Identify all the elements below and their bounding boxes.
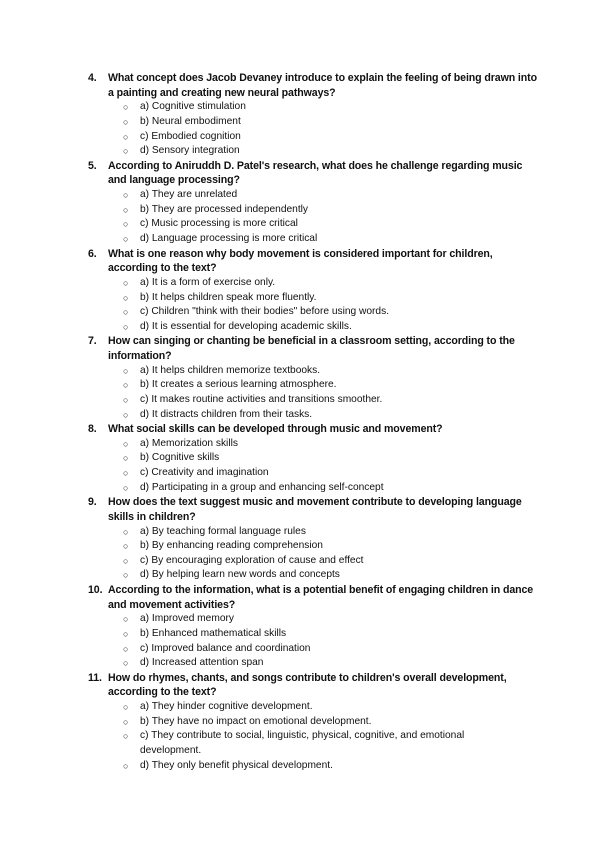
answer-option-text: d) Sensory integration <box>140 145 240 157</box>
answer-option <box>123 627 538 642</box>
answer-options <box>88 188 538 246</box>
answer-option-text: a) It is a form of exercise only. <box>140 276 276 288</box>
hollow-circle-bullet-icon: ○ <box>123 468 129 479</box>
answer-option-text: a) Improved memory <box>140 613 234 625</box>
answer-option <box>123 554 538 569</box>
answer-option <box>123 130 538 145</box>
question-text: What is one reason why body movement is considered important for children, according to the text? <box>108 247 493 275</box>
answer-option <box>123 276 538 291</box>
answer-option <box>123 378 538 393</box>
answer-option-text: d) By helping learn new words and concepts <box>140 569 340 581</box>
answer-option <box>123 305 538 320</box>
answer-option-text: b) It helps children speak more fluently. <box>140 291 317 303</box>
question-heading <box>88 495 538 524</box>
question-text: According to Aniruddh D. Patel's research, what does he challenge regarding music and language processing? <box>108 159 523 187</box>
question-11 <box>88 671 538 773</box>
answer-option <box>123 320 538 335</box>
answer-option <box>123 393 538 408</box>
question-text: What concept does Jacob Devaney introduce to explain the feeling of being drawn into a painting and creating new neural pathways? <box>108 72 537 99</box>
question-4 <box>88 71 538 159</box>
hollow-circle-bullet-icon: ○ <box>123 409 129 420</box>
question-text: How does the text suggest music and movement contribute to developing language skills in children? <box>108 496 522 523</box>
question-number: 7. <box>88 335 97 348</box>
answer-option <box>123 408 538 423</box>
answer-option <box>123 466 538 481</box>
hollow-circle-bullet-icon: ○ <box>123 453 129 464</box>
answer-option <box>123 568 538 583</box>
hollow-circle-bullet-icon: ○ <box>123 292 129 303</box>
answer-options <box>88 437 538 495</box>
hollow-circle-bullet-icon: ○ <box>123 146 129 157</box>
answer-option <box>123 144 538 159</box>
hollow-circle-bullet-icon: ○ <box>123 614 129 625</box>
answer-option-text: d) They only benefit physical development. <box>140 759 333 771</box>
answer-option-text: b) Cognitive skills <box>140 452 220 464</box>
hollow-circle-bullet-icon: ○ <box>123 628 129 639</box>
answer-option-text: b) Enhanced mathematical skills <box>140 627 287 639</box>
answer-option-text: c) It makes routine activities and transitions smoother. <box>140 393 383 405</box>
question-heading <box>88 583 538 612</box>
question-number: 9. <box>88 496 97 509</box>
hollow-circle-bullet-icon: ○ <box>123 233 129 244</box>
answer-option-text: c) Improved balance and coordination <box>140 642 311 654</box>
answer-option <box>123 203 538 218</box>
question-text: What social skills can be developed through music and movement? <box>108 423 443 436</box>
answer-option <box>123 481 538 496</box>
answer-option-text: b) They have no impact on emotional development. <box>140 715 372 727</box>
hollow-circle-bullet-icon: ○ <box>123 321 129 332</box>
question-number: 11. <box>88 671 102 684</box>
answer-option <box>123 612 538 627</box>
hollow-circle-bullet-icon: ○ <box>123 365 129 376</box>
question-list <box>88 71 538 773</box>
hollow-circle-bullet-icon: ○ <box>123 526 129 537</box>
answer-option-text: a) By teaching formal language rules <box>140 525 306 537</box>
answer-option-text: a) It helps children memorize textbooks. <box>140 364 321 376</box>
answer-option-text: a) Cognitive stimulation <box>140 101 246 113</box>
answer-option <box>123 539 538 554</box>
answer-option-text: a) They are unrelated <box>140 189 238 201</box>
question-7 <box>88 334 538 422</box>
answer-option-text: c) They contribute to social, linguistic, physical, cognitive, and emotional development. <box>140 730 465 756</box>
answer-option <box>123 451 538 466</box>
answer-option <box>123 364 538 379</box>
answer-option-text: b) Neural embodiment <box>140 116 241 127</box>
answer-option <box>123 642 538 657</box>
hollow-circle-bullet-icon: ○ <box>123 702 129 713</box>
answer-option <box>123 188 538 203</box>
question-text: According to the information, what is a potential benefit of engaging children in dance and movement activities? <box>108 583 534 611</box>
question-heading <box>88 422 538 437</box>
answer-options <box>88 364 538 422</box>
answer-options <box>88 700 538 773</box>
question-9 <box>88 495 538 583</box>
hollow-circle-bullet-icon: ○ <box>123 541 129 552</box>
answer-option-text: d) Participating in a group and enhancing self-concept <box>140 481 384 493</box>
hollow-circle-bullet-icon: ○ <box>123 716 129 727</box>
hollow-circle-bullet-icon: ○ <box>123 394 129 405</box>
hollow-circle-bullet-icon: ○ <box>123 102 129 113</box>
answer-option-text: b) They are processed independently <box>140 203 309 215</box>
answer-option <box>123 232 538 247</box>
hollow-circle-bullet-icon: ○ <box>123 438 129 449</box>
answer-option <box>123 437 538 452</box>
hollow-circle-bullet-icon: ○ <box>123 555 129 566</box>
answer-options <box>88 100 538 158</box>
hollow-circle-bullet-icon: ○ <box>123 658 129 669</box>
answer-options <box>88 525 538 583</box>
answer-option <box>123 715 538 730</box>
question-heading <box>88 159 538 188</box>
answer-option-text: c) Music processing is more critical <box>140 218 298 230</box>
question-number: 8. <box>88 423 97 436</box>
question-text: How can singing or chanting be beneficial in a classroom setting, according to the information? <box>108 335 515 363</box>
question-6 <box>88 247 538 335</box>
answer-options <box>88 612 538 670</box>
answer-options <box>88 276 538 334</box>
question-heading <box>88 247 538 276</box>
answer-option-text: c) Embodied cognition <box>140 130 241 142</box>
question-number: 10. <box>88 583 103 596</box>
answer-option-text: d) It distracts children from their tasks. <box>140 408 313 420</box>
question-10 <box>88 583 538 671</box>
hollow-circle-bullet-icon: ○ <box>123 380 129 391</box>
answer-option <box>123 700 538 715</box>
question-5 <box>88 159 538 247</box>
answer-option-text: d) Language processing is more critical <box>140 232 318 244</box>
answer-option-text: b) It creates a serious learning atmosphere. <box>140 379 337 391</box>
answer-option-text: c) Creativity and imagination <box>140 467 269 479</box>
question-8 <box>88 422 538 495</box>
answer-option <box>123 217 538 232</box>
question-number: 5. <box>88 159 97 172</box>
answer-option <box>123 525 538 540</box>
question-heading <box>88 71 538 100</box>
question-number: 4. <box>88 72 97 84</box>
answer-option <box>123 100 538 115</box>
answer-option-text: c) Children "think with their bodies" before using words. <box>140 306 390 318</box>
answer-option <box>123 291 538 306</box>
answer-option <box>123 759 538 774</box>
answer-option-text: a) Memorization skills <box>140 437 238 449</box>
hollow-circle-bullet-icon: ○ <box>123 277 129 288</box>
question-text: How do rhymes, chants, and songs contribute to children's overall development, according to the text? <box>108 671 507 699</box>
question-heading <box>88 671 538 700</box>
answer-option-text: b) By enhancing reading comprehension <box>140 540 323 552</box>
answer-option-text: c) By encouraging exploration of cause and effect <box>140 554 364 566</box>
hollow-circle-bullet-icon: ○ <box>123 482 129 493</box>
hollow-circle-bullet-icon: ○ <box>123 731 129 742</box>
answer-option-text: d) It is essential for developing academic skills. <box>140 320 352 332</box>
hollow-circle-bullet-icon: ○ <box>123 204 129 215</box>
answer-option-text: a) They hinder cognitive development. <box>140 701 313 713</box>
answer-option-text: d) Increased attention span <box>140 657 264 669</box>
hollow-circle-bullet-icon: ○ <box>123 570 129 581</box>
hollow-circle-bullet-icon: ○ <box>123 190 129 201</box>
question-heading <box>88 334 538 363</box>
answer-option <box>123 729 538 758</box>
hollow-circle-bullet-icon: ○ <box>123 219 129 230</box>
hollow-circle-bullet-icon: ○ <box>123 760 129 771</box>
answer-option <box>123 656 538 671</box>
hollow-circle-bullet-icon: ○ <box>123 643 129 654</box>
hollow-circle-bullet-icon: ○ <box>123 131 129 142</box>
hollow-circle-bullet-icon: ○ <box>123 117 129 127</box>
hollow-circle-bullet-icon: ○ <box>123 307 129 318</box>
answer-option <box>123 115 538 130</box>
question-number: 6. <box>88 247 97 260</box>
